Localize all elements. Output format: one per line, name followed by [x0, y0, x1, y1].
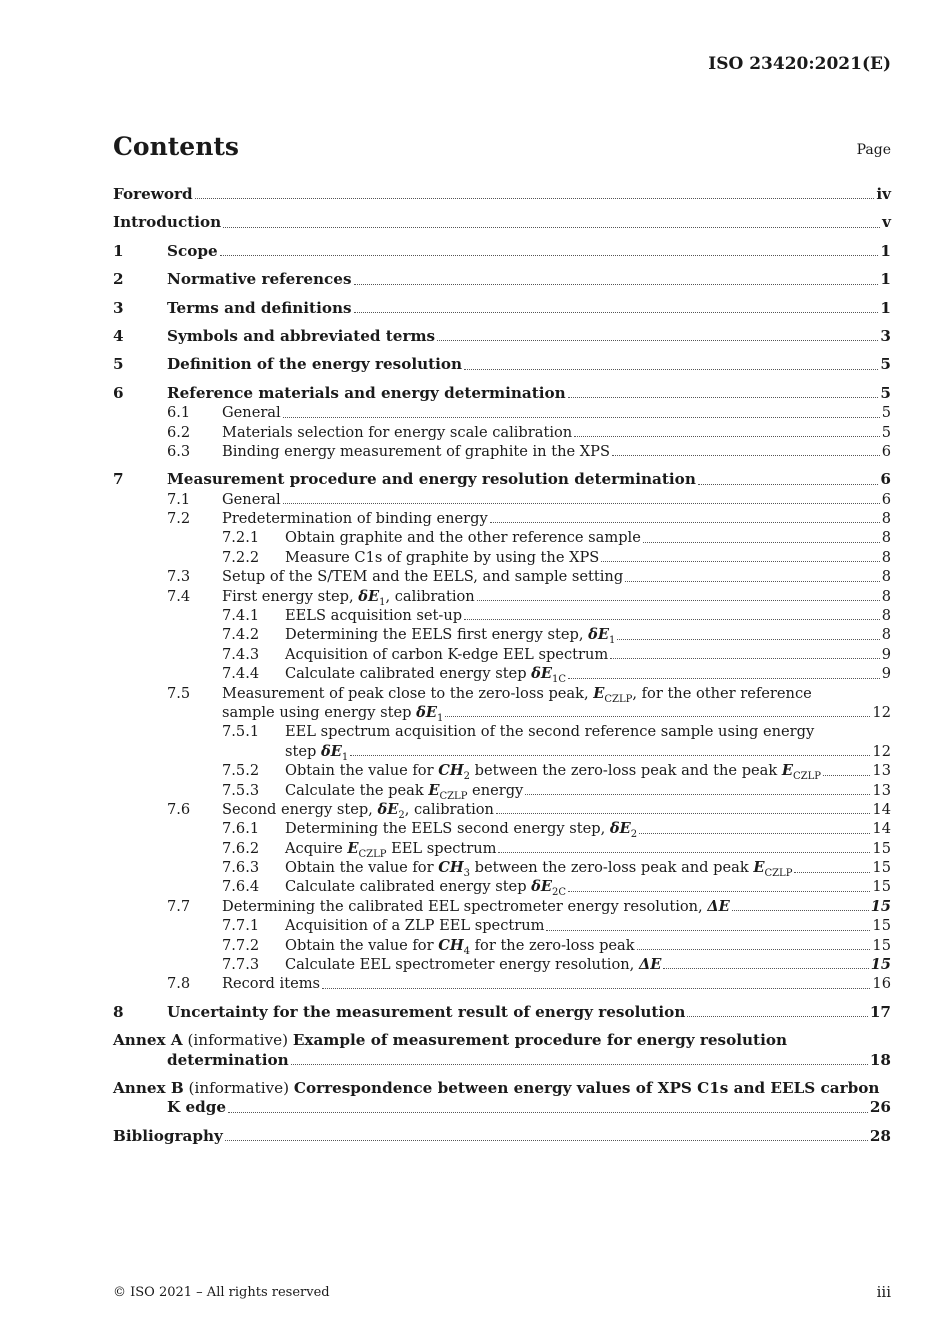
toc-number: 7.7 [167, 897, 191, 915]
toc-title: Setup of the S/TEM and the EELS, and sample setting [222, 568, 624, 586]
subscript: CZLP [792, 771, 821, 783]
dot-leader [496, 812, 870, 814]
toc-title: Symbols and abbreviated terms [167, 326, 436, 345]
toc-page: 14 [872, 820, 891, 838]
toc-title: Acquisition of a ZLP EEL spectrum [285, 917, 545, 935]
dot-leader [637, 948, 871, 950]
dot-leader [687, 1015, 868, 1017]
toc-page: 15 [872, 878, 891, 896]
title-text: Calculate the peak [285, 781, 429, 799]
toc-entry-6-3[interactable] [113, 442, 891, 461]
toc-page: 8 [881, 529, 891, 547]
toc-page: 6 [880, 470, 891, 489]
title-text: step [285, 742, 321, 760]
toc-title [285, 781, 523, 800]
toc-number: 7.5.3 [222, 781, 260, 799]
toc-title [222, 703, 443, 722]
symbol: ΔE [638, 956, 662, 974]
dot-leader [283, 502, 880, 504]
dot-leader [732, 909, 869, 911]
toc-entry-7-5-2[interactable] [113, 761, 891, 783]
toc-page: 6 [881, 490, 891, 508]
subscript: 2 [398, 809, 405, 821]
dot-leader [228, 1111, 868, 1113]
dot-leader [291, 1063, 868, 1065]
copyright-notice: © ISO 2021 – All rights reserved [113, 1285, 330, 1300]
toc-number: 6.3 [167, 442, 191, 460]
title-text: , for the other reference [632, 684, 812, 702]
toc-title: Obtain graphite and the other reference sample [285, 529, 641, 547]
title-text: Calculate calibrated energy step [285, 878, 532, 896]
toc-page: 15 [870, 956, 891, 974]
toc-title [113, 1031, 787, 1050]
toc-entry-7-3[interactable] [113, 567, 891, 586]
toc-number: 3 [113, 298, 124, 317]
toc-page: 8 [881, 587, 891, 605]
toc-title: Binding energy measurement of graphite in the XPS [222, 442, 610, 460]
contents-title: Contents [113, 132, 240, 161]
toc-title: General [222, 490, 281, 508]
toc-title [285, 742, 348, 761]
title-text: Example of measurement procedure for energy resolution [292, 1031, 788, 1050]
title-text: between the zero-loss peak and peak [470, 859, 754, 877]
toc-number: 7.7.1 [222, 917, 260, 935]
toc-entry-7-6-2[interactable] [113, 839, 891, 858]
toc-page: 1 [880, 270, 891, 289]
toc-title: Reference materials and energy determination [167, 383, 566, 402]
title-text: Calculate EEL spectrometer energy resolution, [285, 956, 639, 974]
dot-leader [601, 560, 879, 562]
subscript: 1 [341, 751, 349, 763]
toc-title [285, 858, 792, 877]
toc-number: 4 [113, 326, 124, 345]
toc-number: 7.2 [167, 510, 191, 528]
title-text: sample using energy step [222, 703, 417, 721]
toc-page: 17 [869, 1002, 891, 1021]
dot-leader [350, 754, 870, 756]
toc-page: 13 [872, 781, 891, 799]
subscript: 2C [552, 887, 567, 899]
toc-number: 7.8 [167, 975, 191, 993]
subscript: 1 [609, 635, 616, 647]
toc-entry-7-4-4[interactable] [113, 664, 891, 686]
toc-page: 9 [881, 665, 891, 683]
toc-title [113, 1079, 879, 1098]
toc-title: Materials selection for energy scale calibration [222, 423, 573, 441]
toc-page: v [882, 213, 891, 232]
toc-title [222, 897, 730, 916]
page-number: iii [876, 1283, 891, 1301]
annex-label: Annex B [113, 1079, 184, 1097]
document-id: ISO 23420:2021(E) [708, 54, 891, 74]
toc-entry-1[interactable] [113, 242, 891, 261]
subscript: 3 [463, 868, 470, 879]
toc-page: 9 [881, 645, 891, 663]
toc-title: Uncertainty for the measurement result of energy resolution [167, 1002, 686, 1021]
dot-leader [574, 435, 880, 437]
dot-leader [490, 521, 880, 523]
toc-entry-7-2-2[interactable] [113, 548, 891, 567]
title-text: EEL spectrum [386, 839, 497, 857]
table-of-contents [113, 185, 891, 1146]
toc-page: 5 [881, 423, 891, 441]
toc-number: 7.6.3 [222, 859, 260, 877]
dot-leader [437, 339, 878, 341]
toc-page: 12 [872, 742, 891, 760]
toc-entry-7-4-2[interactable] [113, 625, 891, 647]
toc-title: Measure C1s of graphite by using the XPS [285, 548, 600, 566]
toc-page: 12 [872, 703, 891, 721]
subscript: 4 [463, 945, 470, 957]
toc-title: Bibliography [113, 1126, 223, 1145]
toc-number: 7.5 [167, 684, 191, 702]
symbol: CH [438, 859, 464, 877]
dot-leader [823, 774, 870, 776]
toc-title: EEL spectrum acquisition of the second reference sample using energy [285, 723, 815, 741]
dot-leader [625, 580, 880, 582]
toc-entry-7[interactable] [113, 470, 891, 489]
toc-number: 1 [113, 241, 124, 260]
annex-type: (informative) [182, 1031, 293, 1050]
toc-number: 6.2 [167, 423, 191, 441]
dot-leader [525, 793, 870, 795]
symbol: δE [531, 665, 553, 683]
subscript: CZLP [358, 848, 387, 860]
dot-leader [195, 197, 875, 199]
toc-number: 6.1 [167, 404, 191, 422]
toc-number: 7.6 [167, 800, 191, 818]
toc-title: determination [167, 1050, 289, 1069]
toc-page: 26 [869, 1098, 891, 1117]
dot-leader [354, 311, 879, 313]
symbol: δE [358, 587, 380, 605]
toc-page: 15 [872, 936, 891, 954]
dot-leader [612, 454, 880, 456]
dot-leader [568, 396, 879, 398]
dot-leader [498, 851, 870, 853]
symbol: E [593, 684, 605, 702]
toc-title: Normative references [167, 270, 352, 289]
toc-entry-7-7-1[interactable] [113, 916, 891, 935]
toc-entry-7-8[interactable] [113, 974, 891, 993]
page-column-label: Page [856, 142, 891, 158]
toc-entry-7-5-continued[interactable] [113, 703, 891, 722]
subscript: 1C [552, 674, 567, 686]
toc-title [285, 761, 821, 783]
toc-title [285, 936, 635, 955]
subscript: CZLP [764, 868, 793, 879]
toc-entry-7-6-4[interactable] [113, 878, 891, 897]
dot-leader [354, 283, 879, 285]
toc-number: 7.7.2 [222, 936, 260, 954]
dot-leader [568, 677, 880, 679]
toc-entry-7-4-1[interactable] [113, 606, 891, 625]
toc-number: 7.6.4 [222, 878, 260, 896]
toc-page: 1 [880, 298, 891, 317]
toc-page: 1 [880, 241, 891, 260]
symbol: δE [377, 800, 399, 818]
title-text: Obtain the value for [285, 762, 439, 780]
toc-number: 2 [113, 270, 124, 289]
title-text: , calibration [385, 587, 475, 605]
symbol: E [428, 781, 440, 799]
toc-number: 6 [113, 383, 124, 402]
toc-number: 7.5.1 [222, 723, 260, 741]
toc-entry-8[interactable] [113, 1003, 891, 1022]
title-text: Measurement of peak close to the zero-loss peak, [222, 684, 594, 702]
toc-entry-7-2-1[interactable] [113, 528, 891, 547]
toc-entry-7-1[interactable] [113, 490, 891, 509]
symbol: E [781, 762, 793, 780]
toc-number: 7.4.4 [222, 665, 260, 683]
toc-entry-7-5[interactable] [113, 684, 891, 703]
symbol: δE [609, 820, 631, 838]
toc-page: 16 [872, 975, 891, 993]
dot-leader [546, 929, 870, 931]
dot-leader [225, 1139, 868, 1141]
toc-page: 5 [880, 355, 891, 374]
toc-entry-7-4-3[interactable] [113, 645, 891, 664]
toc-entry-7-6-3[interactable] [113, 858, 891, 877]
toc-page: iv [876, 184, 891, 203]
toc-entry-3[interactable] [113, 299, 891, 318]
toc-title [222, 684, 812, 703]
dot-leader [617, 638, 879, 640]
symbol: δE [320, 742, 342, 760]
symbol: δE [588, 626, 609, 644]
toc-entry-6-1[interactable] [113, 403, 891, 422]
dot-leader [568, 890, 870, 892]
symbol: δE [531, 878, 553, 896]
toc-number: 7.4.3 [222, 645, 260, 663]
toc-title: Introduction [113, 213, 222, 232]
symbol: E [347, 839, 359, 857]
subscript: CZLP [439, 790, 468, 802]
toc-title: EELS acquisition set-up [285, 607, 463, 625]
toc-title [222, 800, 494, 819]
toc-entry-bibliography[interactable] [113, 1127, 891, 1146]
toc-title: Record items [222, 975, 321, 993]
toc-number: 7.3 [167, 568, 191, 586]
toc-title [285, 625, 616, 647]
toc-number: 7.6.2 [222, 839, 260, 857]
toc-entry-7-7[interactable] [113, 897, 891, 916]
title-text: Determining the calibrated EEL spectrometer energy resolution, [222, 897, 708, 915]
dot-leader [794, 871, 870, 873]
title-text: Calculate calibrated energy step [285, 665, 532, 683]
dot-leader [220, 254, 879, 256]
toc-title: K edge [167, 1098, 227, 1117]
toc-entry-6[interactable] [113, 384, 891, 403]
toc-title: Foreword [113, 184, 193, 203]
toc-title [222, 587, 475, 606]
toc-entry-annex-a-continued[interactable] [113, 1051, 891, 1070]
symbol: δE [416, 703, 437, 721]
dot-leader [322, 987, 870, 989]
toc-page: 8 [881, 548, 891, 566]
dot-leader [610, 657, 880, 659]
title-text: for the zero-loss peak [470, 936, 635, 954]
toc-number: 7.5.2 [222, 762, 260, 780]
toc-entry-6-2[interactable] [113, 423, 891, 442]
symbol: ΔE [707, 897, 730, 915]
toc-number: 7.1 [167, 490, 191, 508]
title-text: Obtain the value for [285, 859, 439, 877]
title-text: Determining the EELS first energy step, [285, 626, 589, 644]
annex-type: (informative) [183, 1079, 294, 1097]
subscript: 1 [436, 712, 444, 724]
toc-page: 3 [880, 326, 891, 345]
annex-label: Annex A [113, 1031, 183, 1050]
toc-entry-7-4[interactable] [113, 587, 891, 606]
toc-page: 28 [869, 1126, 891, 1145]
toc-number: 7.4.1 [222, 607, 260, 625]
title-text: energy [467, 781, 524, 799]
toc-entry-introduction[interactable] [113, 213, 891, 232]
dot-leader [643, 541, 880, 543]
toc-entry-7-6-1[interactable] [113, 819, 891, 841]
toc-title [285, 955, 661, 974]
toc-page: 13 [872, 762, 891, 780]
toc-page: 8 [881, 607, 891, 625]
toc-title [285, 839, 496, 858]
toc-number: 7 [113, 470, 124, 489]
toc-number: 7.2.2 [222, 548, 260, 566]
toc-entry-annex-a[interactable] [113, 1031, 891, 1050]
toc-title [285, 877, 567, 899]
toc-number: 7.4.2 [222, 626, 260, 644]
dot-leader [283, 416, 880, 418]
toc-entry-7-6[interactable] [113, 800, 891, 819]
title-text: Correspondence between energy values of XPS C1s and EELS carbon [293, 1079, 880, 1097]
toc-page: 14 [872, 800, 891, 818]
toc-title [285, 819, 638, 841]
dot-leader [477, 599, 880, 601]
title-text: Acquire [285, 839, 348, 857]
toc-entry-7-5-1-continued[interactable] [113, 742, 891, 761]
toc-number: 7.6.1 [222, 820, 260, 838]
dot-leader [663, 967, 868, 969]
toc-page: 8 [881, 568, 891, 586]
title-text: Obtain the value for [285, 936, 439, 954]
toc-entry-foreword[interactable] [113, 185, 891, 204]
title-text: between the zero-loss peak and the peak [470, 762, 782, 780]
toc-number: 7.4 [167, 587, 191, 605]
toc-page: 8 [881, 510, 891, 528]
toc-page: 5 [880, 383, 891, 402]
dot-leader [464, 368, 878, 370]
symbol: CH [438, 762, 464, 780]
dot-leader [639, 832, 870, 834]
toc-title: Acquisition of carbon K-edge EEL spectrum [285, 645, 609, 663]
toc-page: 18 [869, 1050, 891, 1069]
toc-page: 6 [881, 442, 891, 460]
toc-entry-7-2[interactable] [113, 509, 891, 528]
toc-entry-2[interactable] [113, 270, 891, 289]
toc-title: Predetermination of binding energy [222, 510, 488, 528]
title-text: , calibration [404, 800, 494, 818]
toc-number: 5 [113, 355, 124, 374]
toc-entry-annex-b[interactable] [113, 1079, 891, 1098]
toc-entry-7-5-3[interactable] [113, 781, 891, 800]
toc-page: 8 [881, 626, 891, 644]
subscript: 2 [463, 771, 470, 783]
title-text: Second energy step, [222, 800, 378, 818]
dot-leader [464, 618, 880, 620]
dot-leader [445, 715, 870, 717]
title-text: Determining the EELS second energy step, [285, 820, 610, 838]
toc-entry-7-7-3[interactable] [113, 955, 891, 974]
toc-title: Definition of the energy resolution [167, 355, 463, 374]
toc-title: Terms and definitions [167, 298, 352, 317]
toc-number: 7.2.1 [222, 529, 260, 547]
toc-number: 7.7.3 [222, 956, 260, 974]
toc-page: 15 [870, 897, 891, 915]
toc-page: 15 [872, 917, 891, 935]
title-text: First energy step, [222, 587, 359, 605]
toc-page: 15 [872, 859, 891, 877]
subscript: 2 [630, 829, 638, 841]
toc-page: 5 [881, 404, 891, 422]
dot-leader [698, 483, 879, 485]
toc-entry-annex-b-continued[interactable] [113, 1098, 891, 1117]
toc-title: Scope [167, 241, 218, 260]
toc-page: 15 [872, 839, 891, 857]
symbol: CH [438, 936, 464, 954]
toc-entry-5[interactable] [113, 355, 891, 374]
symbol: E [753, 859, 765, 877]
toc-number: 8 [113, 1002, 124, 1021]
subscript: 1 [379, 596, 386, 608]
toc-entry-7-7-2[interactable] [113, 936, 891, 955]
subscript: CZLP [604, 693, 633, 705]
toc-entry-4[interactable] [113, 327, 891, 346]
dot-leader [223, 226, 880, 228]
toc-title [285, 664, 567, 686]
toc-title: Measurement procedure and energy resolution determination [167, 470, 696, 489]
toc-title: General [222, 404, 281, 422]
toc-entry-7-5-1[interactable] [113, 722, 891, 741]
